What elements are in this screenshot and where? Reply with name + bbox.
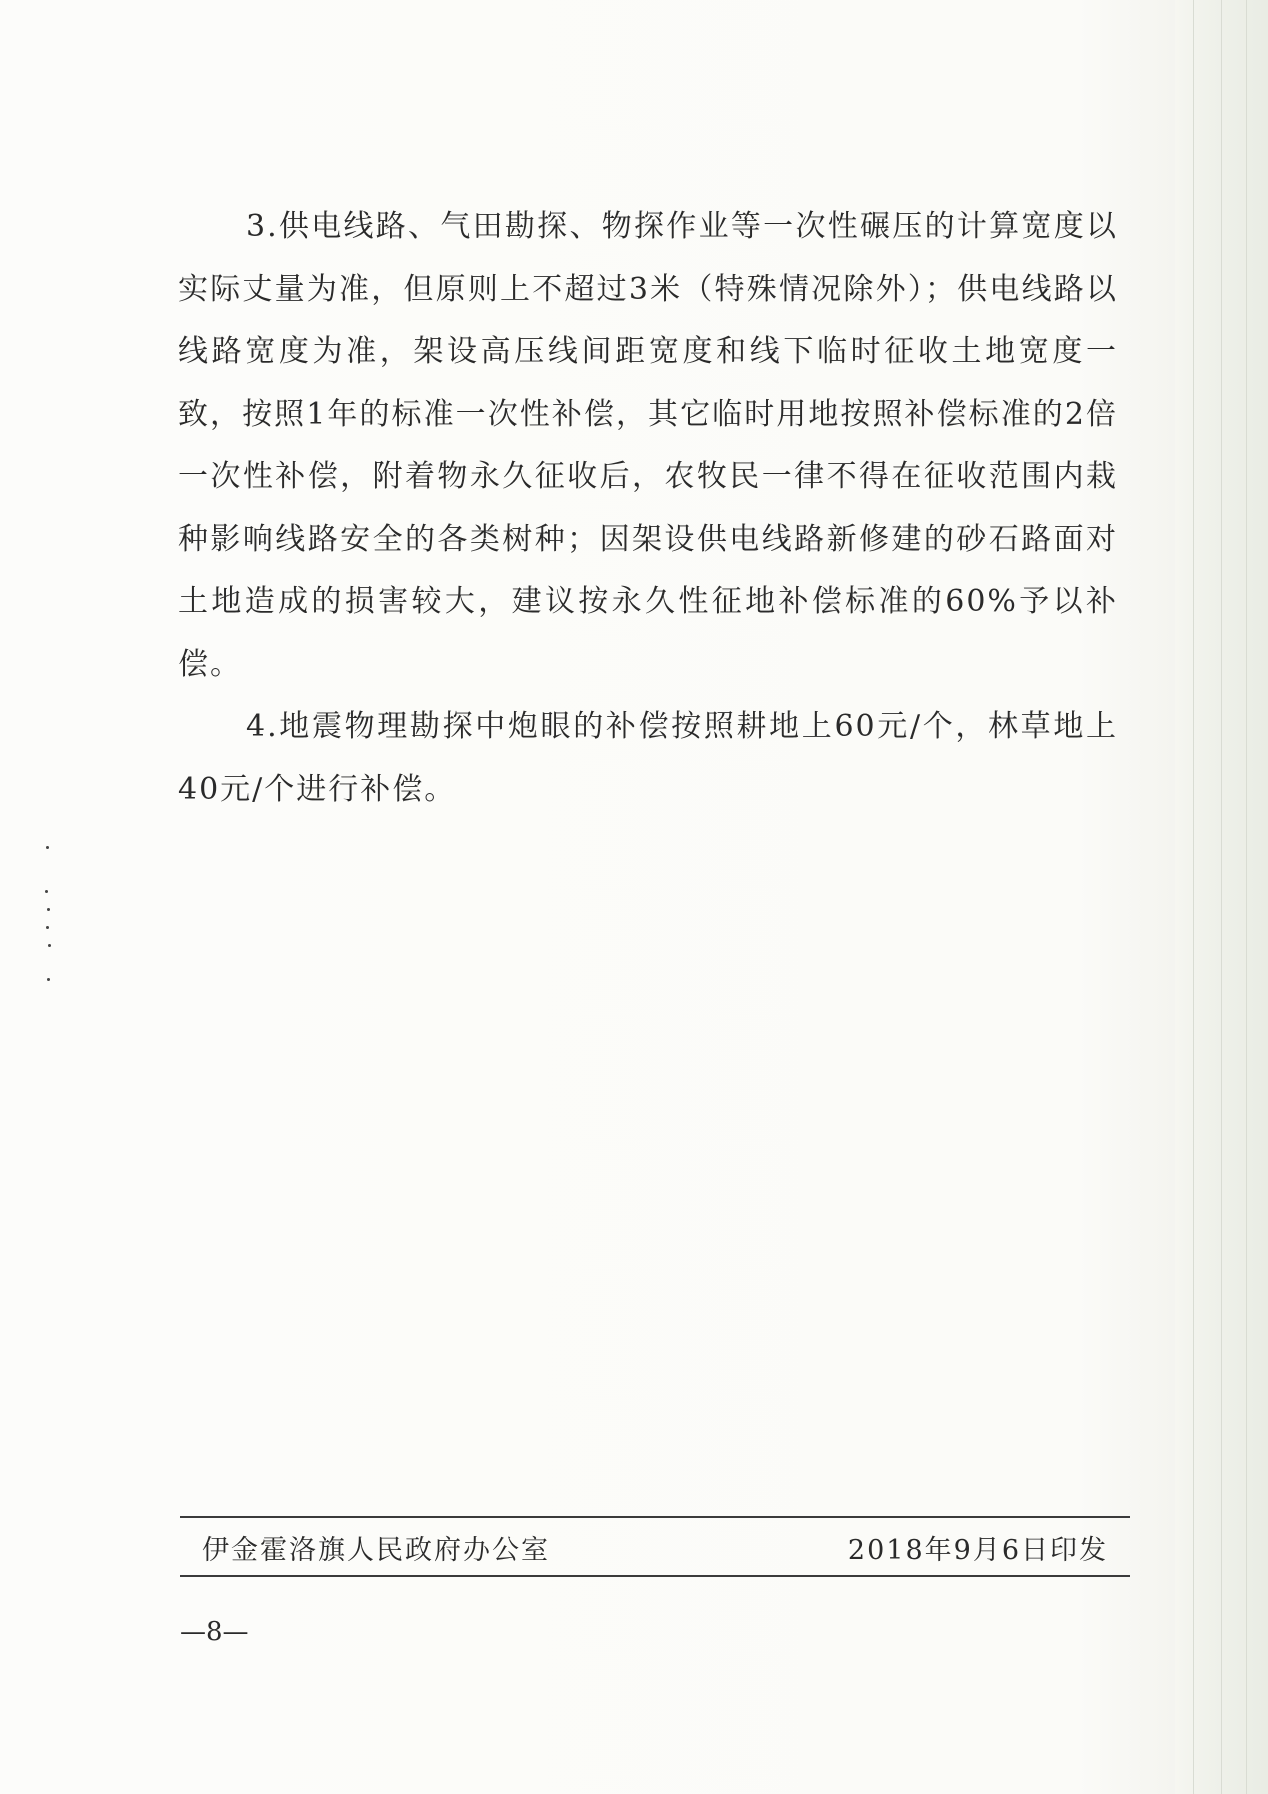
page-number: —8— xyxy=(180,1617,249,1647)
scan-edge-line xyxy=(1221,0,1222,1794)
scan-edge-line xyxy=(1193,0,1194,1794)
paragraph-4: 4.地震物理勘探中炮眼的补偿按照耕地上60元/个，林草地上40元/个进行补偿。 xyxy=(178,709,1118,807)
issue-date: 2018年9月6日印发 xyxy=(847,1535,1108,1566)
margin-dot xyxy=(47,978,50,981)
margin-dot xyxy=(45,890,48,893)
issuer-name: 伊金霍洛旗人民政府办公室 xyxy=(202,1535,550,1566)
document-body xyxy=(178,196,1118,821)
binding-hole-marks xyxy=(44,840,54,990)
margin-dot xyxy=(48,944,51,947)
footer-bottom-rule xyxy=(180,1575,1130,1577)
margin-dot xyxy=(46,926,49,929)
margin-dot xyxy=(47,908,50,911)
scan-edge-line xyxy=(1246,0,1247,1794)
issuance-footer xyxy=(180,1518,1130,1576)
margin-dot xyxy=(46,846,49,849)
paragraph-3: 3.供电线路、气田勘探、物探作业等一次性碾压的计算宽度以实际丈量为准，但原则上不超过3米（特殊情况除外）；供电线路以线路宽度为准，架设高压线间距宽度和线下临时征收土地宽度一致，按照1年的标准一次性补偿，其它临时用地按照补偿标准的2倍一次性补偿，附着物永久征收后，农牧民一律不得在征收范围内栽种影响线路安全的各类树种；因架设供电线路新修建的砂石路面对土地造成的损害较大，建议按永久性征地补偿标准的60%予以补偿。 xyxy=(178,209,1118,682)
